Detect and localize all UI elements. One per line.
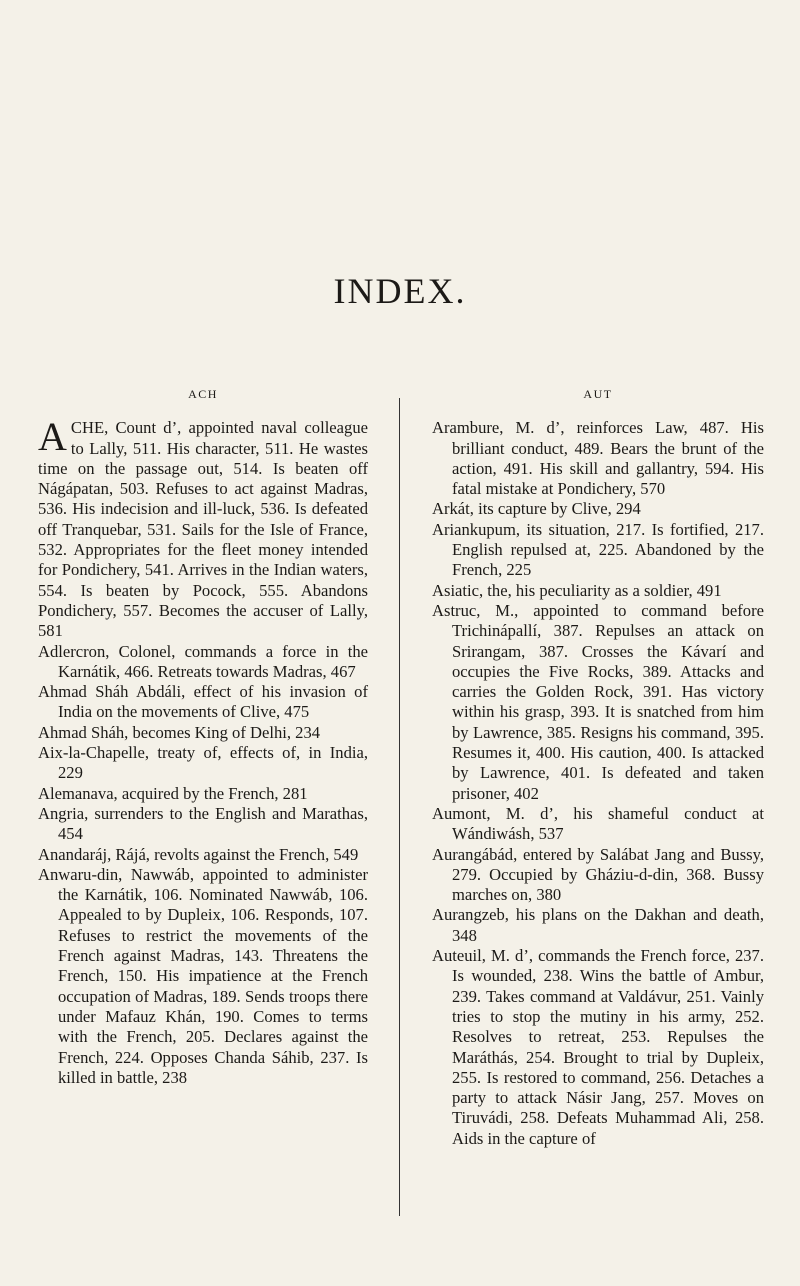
- index-entry: Angria, surrenders to the English and Marathas, 454: [38, 803, 368, 844]
- index-entry: Anwaru-din, Nawwáb, appointed to administer the Karnátik, 106. Nominated Nawwáb, 106. Appealed to by Dupleix, 106. Responds, 107. Refuses to restrict the movements of the French against Madras, 143. Threatens the French, 150. His impatience at the French occupation of Madras, 189. Sends troops there under Mafauz Khán, 190. Comes to terms with the French, 205. Declares against the French, 224. Opposes Chanda Sáhib, 237. Is killed in battle, 238: [38, 864, 368, 1087]
- index-entry: Astruc, M., appointed to command before Trichinápallí, 387. Repulses an attack on Srirangam, 387. Crosses the Kávarí and occupies the Five Rocks, 389. Attacks and carries the Golden Rock, 391. Has victory within his grasp, 393. It is snatched from him by Lawrence, 385. Resigns his command, 395. Resumes it, 400. His caution, 400. Is attacked by Lawrence, 401. Is defeated and taken prisoner, 402: [432, 600, 764, 803]
- index-entry: Arkát, its capture by Clive, 294: [432, 499, 641, 519]
- index-entry: Auteuil, M. d’, commands the French force, 237. Is wounded, 238. Wins the battle of Ambur, 239. Takes command at Valdávur, 251. Vainly tries to stop the mutiny in his army, 252. Resolves to retreat, 253. Repulses the Maráthás, 254. Brought to trial by Dupleix, 255. Is restored to command, 256. Detaches a party to attack Násir Jang, 257. Moves on Tiruvádi, 258. Defeats Muhammad Ali, 258. Aids in the capture of: [432, 946, 764, 1148]
- index-entry: Aumont, M. d’, his shameful conduct at Wándiwásh, 537: [432, 803, 764, 844]
- index-entry: Adlercron, Colonel, commands a force in the Karnátik, 466. Retreats towards Madras, 467: [38, 641, 368, 681]
- page-title: INDEX.: [333, 271, 467, 311]
- index-entry: Arambure, M. d’, reinforces Law, 487. His brilliant conduct, 489. Bears the brunt of the action, 491. His skill and gallantry, 594. His fatal mistake at Pondichery, 570: [432, 418, 764, 499]
- index-column-left: [38, 384, 368, 1088]
- index-entry: Aurangábád, entered by Salábat Jang and Bussy, 279. Occupied by Gháziu-d-din, 368. Bussy marches on, 380: [432, 844, 764, 905]
- index-entry: ACHE, Count d’, appointed naval colleague to Lally, 511. His character, 511. He wastes time on the passage out, 514. Is beaten off Nágápatan, 503. Refuses to act against Madras, 536. His indecision and ill-luck, 536. Is defeated off Tranquebar, 531. Sails for the Isle of France, 532. Appropriates for the fleet money intended for Pondichery, 541. Arrives in the Indian waters, 554. Is beaten by Pocock, 555. Abandons Pondichery, 557. Becomes the accuser of Lally, 581: [38, 414, 368, 641]
- index-entry: Ahmad Sháh, becomes King of Delhi, 234: [38, 722, 321, 742]
- index-column-right: [432, 384, 764, 1149]
- index-entry: Ahmad Sháh Abdáli, effect of his invasion of India on the movements of Clive, 475: [38, 682, 368, 722]
- index-entry: Aurangzeb, his plans on the Dakhan and death, 348: [432, 905, 764, 945]
- index-entry: Anandaráj, Rájá, revolts against the French, 549: [38, 844, 359, 864]
- index-entry: Alemanava, acquired by the French, 281: [38, 783, 308, 803]
- running-head-right: AUT: [583, 387, 613, 401]
- index-entry: Aix-la-Chapelle, treaty of, effects of, in India, 229: [38, 743, 368, 783]
- running-head-left: ACH: [188, 387, 218, 401]
- index-entry: Asiatic, the, his peculiarity as a soldier, 491: [432, 580, 722, 600]
- column-divider: [399, 398, 400, 1216]
- index-entry: Ariankupum, its situation, 217. Is fortified, 217. English repulsed at, 225. Abandoned by the French, 225: [432, 519, 764, 580]
- drop-cap: A: [38, 414, 67, 460]
